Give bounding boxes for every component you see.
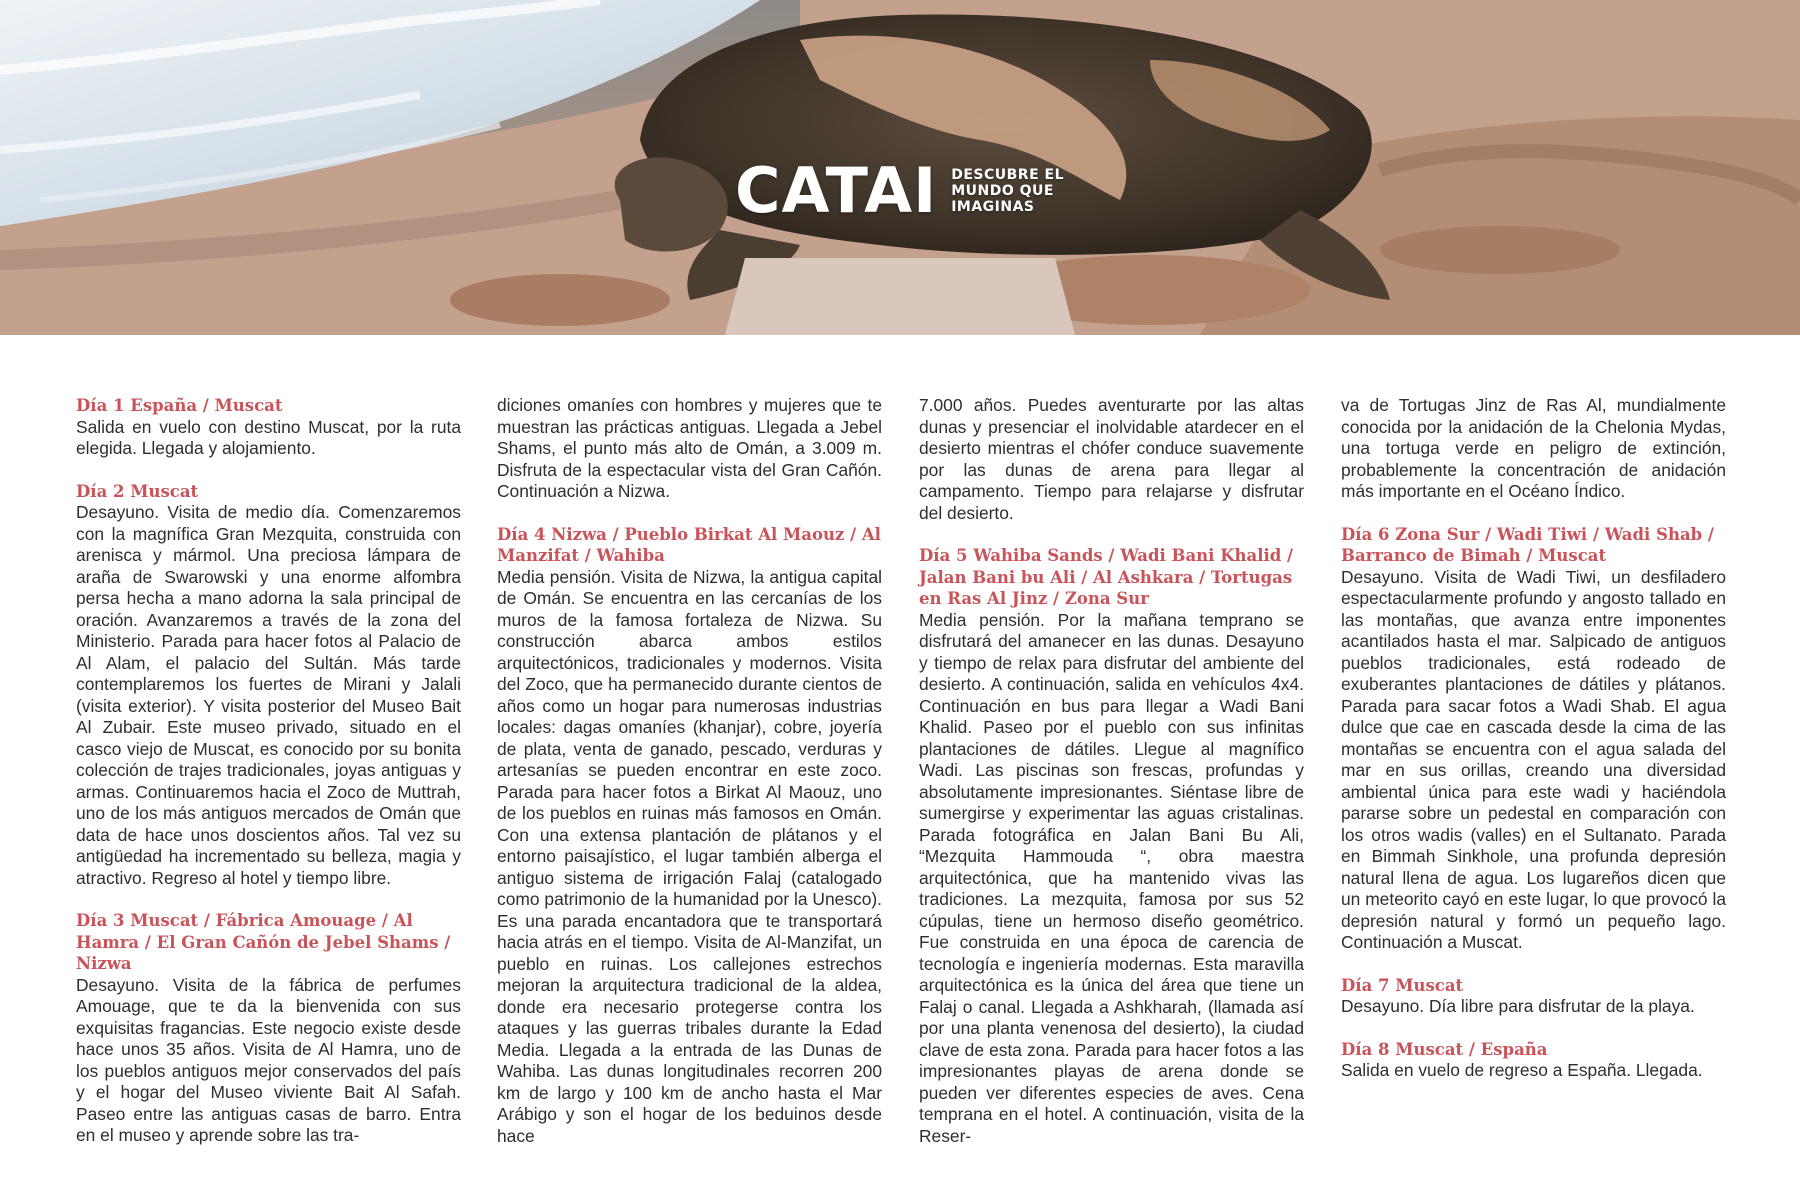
itinerary-continuation bbox=[919, 395, 1304, 524]
itinerary-day-block bbox=[1341, 1039, 1726, 1082]
itinerary-day-block bbox=[497, 524, 882, 1148]
brand-logo bbox=[735, 154, 1064, 227]
day-description: 7.000 años. Puedes aventurarte por las altas dunas y presenciar el inolvidable atardecer en el desierto mientras el chófer conduce suavemente por las dunas de arena para llegar al campamento. Tiempo para relajarse y disfrutar del desierto. bbox=[919, 395, 1304, 523]
itinerary-day-block bbox=[76, 910, 461, 1147]
itinerary-day-block bbox=[919, 545, 1304, 1147]
brand-tagline-line: DESCUBRE EL bbox=[951, 167, 1064, 183]
itinerary-continuation bbox=[497, 395, 882, 503]
day-description: va de Tortugas Jinz de Ras Al, mundialmente conocida por la anidación de la Chelonia Mydas, una tortuga verde en peligro de extinción, probablemente la concentración de anidación más importante en el Océano Índico. bbox=[1341, 395, 1726, 501]
day-heading: Día 2 Muscat bbox=[76, 481, 199, 501]
day-heading: Día 4 Nizwa / Pueblo Birkat Al Maouz / Al Manzifat / Wahiba bbox=[497, 524, 881, 565]
day-heading: Día 1 España / Muscat bbox=[76, 396, 283, 415]
day-heading: Día 6 Zona Sur / Wadi Tiwi / Wadi Shab / Barranco de Bimah / Muscat bbox=[1341, 524, 1714, 565]
text-column-3 bbox=[919, 395, 1304, 1168]
day-description: Desayuno. Visita de la fábrica de perfumes Amouage, que te da la bienvenida con sus exquisitas fragancias. Este negocio existe desde hace unos 35 años. Visita de Al Hamra, uno de los pueblos antiguos mejor conservados del país y el hogar del Museo viviente Bait Al Safah. Paseo entre las antiguas casas de barro. Entra en el museo y aprende sobre las tra- bbox=[76, 974, 461, 1145]
brand-tagline-line: MUNDO QUE bbox=[951, 183, 1054, 199]
itinerary-day-block bbox=[1341, 975, 1726, 1018]
day-description: Desayuno. Día libre para disfrutar de la playa. bbox=[1341, 996, 1695, 1016]
day-description: diciones omaníes con hombres y mujeres que te muestran las prácticas antiguas. Llegada a Jebel Shams, el punto más alto de Omán, a 3.009 m. Disfruta de la espectacular vista del Gran Cañón. Continuación a Nizwa. bbox=[497, 395, 882, 501]
day-heading: Día 7 Muscat bbox=[1341, 975, 1464, 995]
day-description: Desayuno. Visita de medio día. Comenzaremos con la magnífica Gran Mezquita, construida con arenisca y mármol. Una preciosa lámpara de araña de Swarowski y una enorme alfombra persa hecha a mano adorna la sala principal de oración. Avanzaremos a través de la zona del Ministerio. Parada para hacer fotos al Palacio de Al Alam, el palacio del Sultán. Más tarde contemplaremos los fuertes de Mirani y Jalali (visita exterior). Y visita posterior del Museo Bait Al Zubair. Este museo privado, situado en el casco viejo de Muscat, es conocido por su bonita colección de trajes tradicionales, joyas antiguas y armas. Continuaremos hacia el Zoco de Muttrah, uno de los más antiguos mercados de Omán que data de hace unos doscientos años. Tal vez su antigüedad ha incrementado su belleza, magia y atractivo. Regreso al hotel y tiempo libre. bbox=[76, 502, 461, 888]
day-heading: Día 8 Muscat / España bbox=[1341, 1039, 1548, 1059]
hero-banner bbox=[0, 0, 1800, 335]
itinerary-day-block bbox=[1341, 524, 1726, 954]
itinerary-continuation bbox=[1341, 395, 1726, 503]
day-description: Media pensión. Por la mañana temprano se disfrutará del amanecer en las dunas. Desayuno y tiempo de relax para disfrutar del ambiente del desierto. A continuación, salida en vehículos 4x4. Continuación en bus para llegar a Wadi Bani Khalid. Paseo por el pueblo con sus infinitas plantaciones de dátiles. Llegue al magnífico Wadi. Las piscinas son frescas, profundas y absolutamente impresionantes. Siéntase libre de sumergirse y experimentar las aguas cristalinas. Parada fotográfica en Jalan Bani Bu Ali, “Mezquita Hammouda “, obra maestra arquitectónica, que ha mantenido vivas las tradiciones. La mezquita, famosa por sus 52 cúpulas, tiene un hermoso diseño geométrico. Fue construida en una época de carencia de tecnología e ingeniería modernas. Esta maravilla arquitectónica es la única del área que tiene un Falaj o canal. Llegada a Ashkharah, (llamada así por una planta venenosa del desierto), la ciudad clave de esta zona. Parada para hacer fotos a las impresionantes playas de arena donde se pueden ver diferentes especies de aves. Cena temprana en el hotel. A continuación, visita de la Reser- bbox=[919, 609, 1304, 1146]
text-column-2 bbox=[497, 395, 882, 1168]
day-description: Salida en vuelo con destino Muscat, por la ruta elegida. Llegada y alojamiento. bbox=[76, 416, 461, 458]
itinerary-day-block bbox=[76, 395, 461, 460]
brand-tagline bbox=[951, 167, 1064, 215]
text-column-1 bbox=[76, 395, 461, 1168]
itinerary-day-block bbox=[76, 481, 461, 890]
day-heading: Día 5 Wahiba Sands / Wadi Bani Khalid / Jalan Bani bu Ali / Al Ashkara / Tortugas en Ras Al Jinz / Zona Sur bbox=[919, 546, 1294, 608]
brand-name: CATAI bbox=[735, 154, 938, 227]
brand-tagline-line: IMAGINAS bbox=[951, 199, 1035, 215]
day-description: Salida en vuelo de regreso a España. Llegada. bbox=[1341, 1060, 1703, 1080]
day-heading: Día 3 Muscat / Fábrica Amouage / Al Hamra / El Gran Cañón de Jebel Shams / Nizwa bbox=[76, 911, 451, 973]
decorative-tab bbox=[725, 258, 1075, 335]
day-description: Desayuno. Visita de Wadi Tiwi, un desfiladero espectacularmente profundo y angosto tallado en las montañas, que avanza entre imponentes acantilados hasta el mar. Salpicado de antiguos pueblos tradicionales, está rodeado de exuberantes plantaciones de dátiles y plátanos. Parada para sacar fotos a Wadi Shab. El agua dulce que cae en cascada desde la cima de las montañas se encuentra con el agua salada del mar en sus orillas, creando una diversidad ambiental única para este wadi y haciéndola pararse sobre un pedestal en comparación con los otros wadis (valles) en el Sultanato. Parada en Bimmah Sinkhole, una profunda depresión natural llena de agua. Los lugareños dicen que un meteorito cayó en este lugar, lo que provocó la depresión natural y formó un pequeño lago. Continuación a Muscat. bbox=[1341, 566, 1726, 952]
text-column-4 bbox=[1341, 395, 1726, 1103]
day-description: Media pensión. Visita de Nizwa, la antigua capital de Omán. Se encuentra en las cercanías de los muros de la famosa fortaleza de Nizwa. Su construcción abarca ambos estilos arquitectónicos, tradicionales y modernos. Visita del Zoco, que ha permanecido durante cientos de años como un hogar para numerosas industrias locales: dagas omaníes (khanjar), cobre, joyería de plata, venta de ganado, pescado, verduras y artesanías se pueden encontrar en este zoco. Parada para hacer fotos a Birkat Al Maouz, uno de los pueblos en ruinas más famosos en Omán. Con una extensa plantación de plátanos y el entorno paisajístico, el lugar también alberga el antiguo sistema de irrigación Falaj (catalogado como patrimonio de la humanidad por la Unesco). Es una parada encantadora que te transportará hacia atrás en el tiempo. Visita de Al-Manzifat, un pueblo en ruinas. Los callejones estrechos mejoran la arquitectura tradicional de la aldea, donde era necesario protegerse contra los ataques y las guerras tribales durante la Edad Media. Llegada a la entrada de las Dunas de Wahiba. Las dunas longitudinales recorren 200 km de largo y 100 km de ancho hasta el Mar Arábigo y son el hogar de los beduinos desde hace bbox=[497, 566, 882, 1146]
